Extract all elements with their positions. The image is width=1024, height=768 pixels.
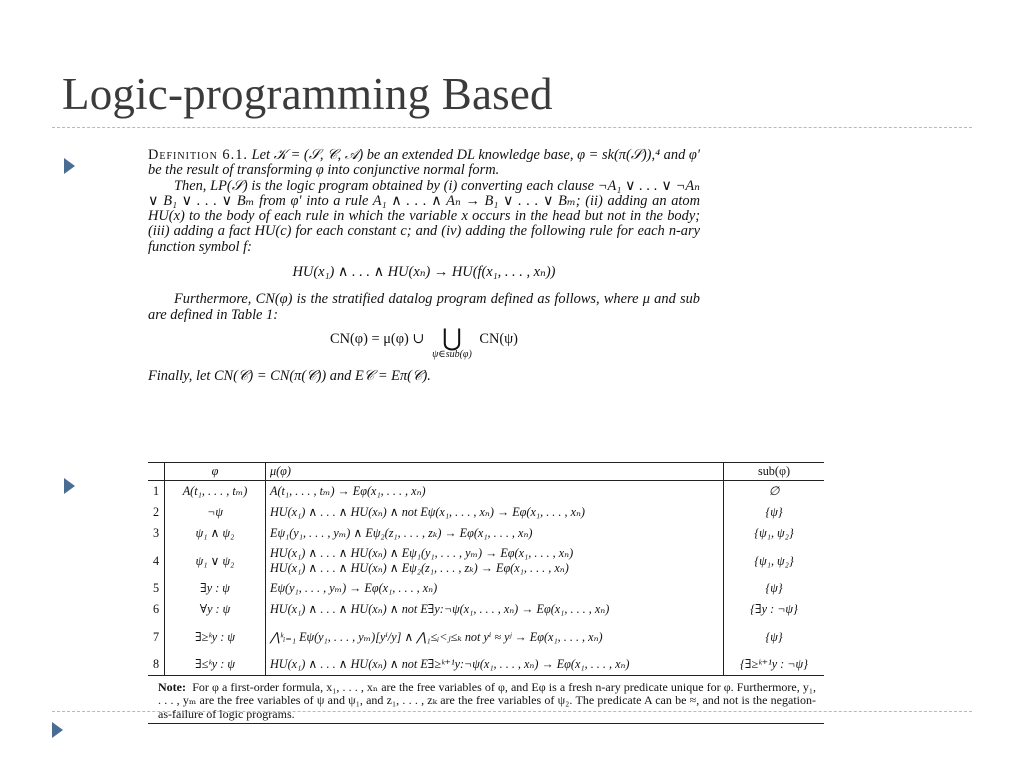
row-subformulas: {∃y : ¬ψ} [750, 602, 798, 616]
row-subformulas: {∃≥ᵏ⁺¹y : ¬ψ} [724, 654, 825, 676]
cn-equation-left: CN(φ) = μ(φ) ∪ [330, 330, 425, 347]
row-mu-rules [266, 654, 724, 676]
row-formula: ψ₁ ∨ ψ₂ [165, 544, 266, 578]
table-note [148, 680, 824, 724]
row-subformulas: {ψ} [765, 581, 783, 595]
mu-rule-line: Eψ₁(y₁, . . . , yₘ) ∧ Eψ₂(z₁, . . . , zₖ) → Eφ(x₁, . . . , xₙ) [270, 526, 533, 540]
row-mu-rules [266, 502, 724, 523]
table-row [148, 523, 824, 544]
cn-equation-right: CN(ψ) [479, 330, 518, 347]
bullet-icon [64, 158, 75, 174]
mu-rule-line: HU(x₁) ∧ . . . ∧ HU(xₙ) ∧ Eψ₂(z₁, . . . , zₖ) → Eφ(x₁, . . . , xₙ) [270, 561, 569, 575]
row-mu-rules [266, 620, 724, 654]
table-header-mu: μ(φ) [266, 463, 724, 481]
note-text: For φ a first-order formula, x₁, . . . , xₙ are the free variables of φ, and Eφ is a fresh n-ary predicate unique for φ. Furthermore, y₁, . . . , yₘ are the free variables of ψ and ψ₁, and z₁, . . . , zₖ are the free variables of ψ₂. The predicate A can be ≈, and not is the negation-as-failure of logic programs. [158, 680, 817, 721]
slide-title: Logic-programming Based [62, 69, 553, 119]
table-row [148, 620, 824, 654]
row-formula: A(t₁, . . . , tₘ) [165, 481, 266, 503]
big-union-subscript: ψ∈sub(φ) [432, 348, 472, 360]
hu-function-rule: HU(x₁) ∧ . . . ∧ HU(xₙ) → HU(f(x₁, . . . , xₙ)) [292, 264, 556, 281]
row-subformulas: {ψ₁, ψ₂} [754, 526, 794, 540]
table-row [148, 599, 824, 620]
big-union [432, 325, 472, 361]
row-number: 7 [148, 620, 165, 654]
row-number: 8 [148, 654, 165, 676]
row-formula: ∃≥ᵏy : ψ [165, 620, 266, 654]
mu-rule-line: HU(x₁) ∧ . . . ∧ HU(xₙ) ∧ not E∃≥ᵏ⁺¹y:¬ψ(x₁, . . . , xₙ) → Eφ(x₁, . . . , xₙ) [270, 657, 630, 671]
row-number: 1 [148, 481, 165, 503]
mu-rule-line: ⋀ᵏᵢ₌₁ Eψ(y₁, . . . , yₘ)[yⁱ/y] ∧ ⋀₁≤ᵢ<ⱼ≤ₖ not yⁱ ≈ yʲ → Eφ(x₁, . . . , xₙ) [270, 629, 603, 644]
row-number: 3 [148, 523, 165, 544]
table-row [148, 544, 824, 578]
translation-table [148, 462, 824, 676]
big-union-symbol: ⋃ [442, 325, 462, 352]
mu-rule-line: HU(x₁) ∧ . . . ∧ HU(xₙ) ∧ not E∃y:¬ψ(x₁, . . . , xₙ) → Eφ(x₁, . . . , xₙ) [270, 602, 610, 616]
title-divider [52, 127, 972, 128]
table-row [148, 502, 824, 523]
table-header-sub: sub(φ) [724, 463, 825, 481]
bullet-icon [52, 722, 63, 738]
bullet-icon [64, 478, 75, 494]
mu-rule-line: Eψ(y₁, . . . , yₘ) → Eφ(x₁, . . . , xₙ) [270, 581, 438, 595]
table-body [148, 481, 824, 676]
row-subformulas: {ψ} [765, 629, 783, 644]
row-subformulas: ∅ [768, 484, 780, 498]
row-mu-rules [266, 523, 724, 544]
definition-block [148, 148, 700, 384]
row-subformulas: {ψ} [765, 505, 783, 519]
definition-para-2: Then, LP(𝒮) is the logic program obtained by (i) converting each clause ¬A₁ ∨ . . . ∨ ¬Aₙ ∨ B₁ ∨ . . . ∨ Bₘ from φ′ into a rule A₁ ∧ . . . ∧ Aₙ → B₁ ∨ . . . ∨ Bₘ; (ii) adding an atom HU(x) to the body of each rule in which the variable x occurs in the head but not in the body; (iii) adding a fact HU(c) for each constant c; and (iv) adding the following rule for each n-ary function symbol f: [148, 177, 700, 255]
row-formula: ∃y : ψ [165, 578, 266, 599]
cn-equation [148, 325, 700, 361]
table-row [148, 481, 824, 503]
row-formula: ¬ψ [165, 502, 266, 523]
row-mu-rules [266, 481, 724, 503]
row-mu-rules [266, 599, 724, 620]
row-formula: ∀y : ψ [165, 599, 266, 620]
table-header-phi: φ [165, 463, 266, 481]
row-number: 2 [148, 502, 165, 523]
table-header-number [148, 463, 165, 481]
row-formula: ∃≤ᵏy : ψ [165, 654, 266, 676]
row-number: 6 [148, 599, 165, 620]
table-row [148, 654, 824, 676]
mu-rule-line: HU(x₁) ∧ . . . ∧ HU(xₙ) ∧ not Eψ(x₁, . . . , xₙ) → Eφ(x₁, . . . , xₙ) [270, 505, 585, 519]
definition-para-4: Finally, let CN(𝒞) = CN(π(𝒞)) and E𝒞 = Eπ(𝒞). [148, 367, 431, 384]
mu-rule-line: A(t₁, . . . , tₘ) → Eφ(x₁, . . . , xₙ) [270, 484, 426, 498]
definition-para-1: Let 𝒦 = (𝒮, 𝒞, 𝒜) be an extended DL knowledge base, φ = sk(π(𝒮)),⁴ and φ′ be the result of transforming φ into conjunctive normal form. [148, 147, 700, 179]
row-subformulas: {ψ₁, ψ₂} [754, 553, 794, 568]
row-mu-rules [266, 578, 724, 599]
table-row [148, 578, 824, 599]
row-number: 5 [148, 578, 165, 599]
mu-rule-line: HU(x₁) ∧ . . . ∧ HU(xₙ) ∧ Eψ₁(y₁, . . . , yₘ) → Eφ(x₁, . . . , xₙ) [270, 546, 574, 560]
note-label: Note: [158, 680, 186, 694]
row-mu-rules [266, 544, 724, 578]
definition-heading: Definition 6.1. [148, 147, 249, 163]
definition-para-3: Furthermore, CN(φ) is the stratified datalog program defined as follows, where μ and sub are defined in Table 1: [148, 291, 700, 323]
row-number: 4 [148, 544, 165, 578]
row-formula: ψ₁ ∧ ψ₂ [165, 523, 266, 544]
